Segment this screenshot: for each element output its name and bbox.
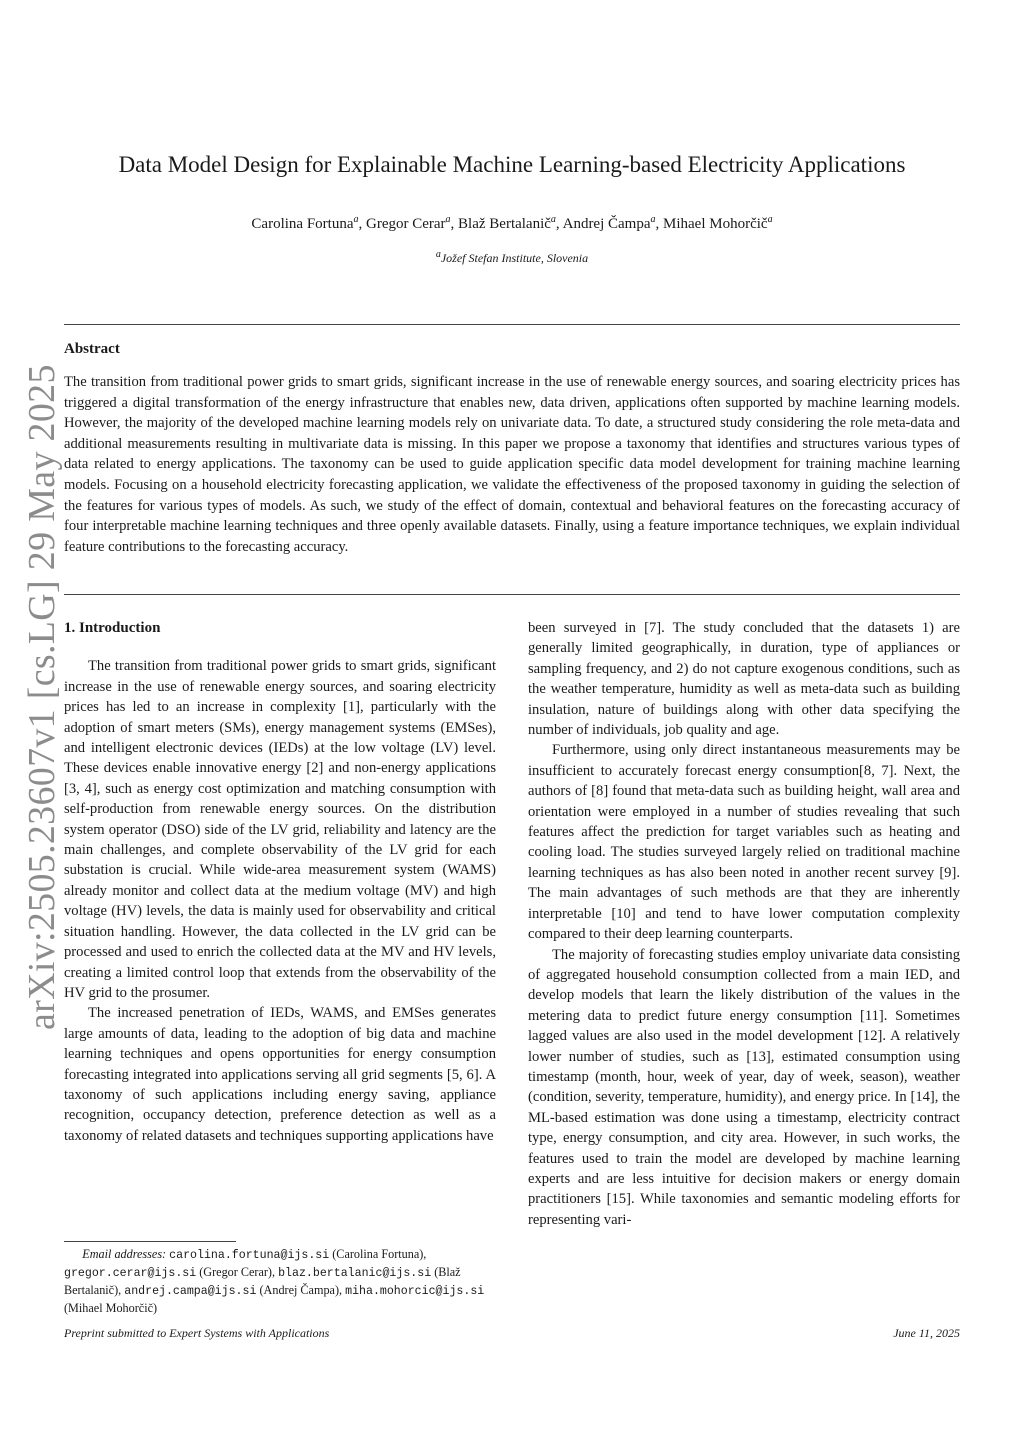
author-name: Blaž Bertalanič xyxy=(458,216,551,232)
email-link[interactable]: miha.mohorcic@ijs.si xyxy=(345,1285,485,1298)
abstract-heading: Abstract xyxy=(64,341,120,357)
email-owner: (Blaž Bertalanič), xyxy=(64,1265,461,1297)
author-affil-mark: a xyxy=(550,214,556,225)
author-affil-mark: a xyxy=(445,214,451,225)
footnote-divider xyxy=(64,1241,236,1242)
abstract-bottom-divider xyxy=(64,594,960,595)
author-list: Carolina Fortuna$^a$, Gregor Cerar$^a$, Blaž Bertalanič$^a$, Andrej Čampa$^a$, Mihael Mohorčič$^a$ xyxy=(251,214,773,232)
author-affil-mark: a xyxy=(650,214,656,225)
author-name: Carolina Fortuna xyxy=(251,216,354,232)
email-link[interactable]: carolina.fortuna@ijs.si xyxy=(169,1249,330,1262)
intro-paragraph: The majority of forecasting studies employ univariate data consisting of aggregated household consumption collected from a main IED, and develop models that learn the likely distribution of the values in the metering data to predict future energy consumption [11]. Sometimes lagged values are also used in the model development [12]. A relatively lower number of studies, such as [13], estimated consumption using timestamp (month, hour, week of year, day of week, season), weather (condition, severity, temperature, humidity), and energy price. In [14], the ML-based estimation was done using a timestamp, electricity contract type, energy consumption, and city area. However, in such works, the features used to train the model are developed by machine learning experts and are less intuitive for decision makers or energy domain practitioners [15]. While taxonomies and semantic modeling efforts for representing vari- xyxy=(528,946,960,1228)
author-affil-mark: a xyxy=(353,214,359,225)
footnote-label: Email addresses: xyxy=(82,1247,167,1261)
paper-title: Data Model Design for Explainable Machine Learning-based Electricity Applications xyxy=(118,152,906,177)
email-owner: (Andrej Čampa), xyxy=(259,1283,343,1297)
affiliation-text: Jožef Stefan Institute, Slovenia xyxy=(440,251,589,265)
email-link[interactable]: andrej.campa@ijs.si xyxy=(124,1285,257,1298)
email-link[interactable]: blaz.bertalanic@ijs.si xyxy=(278,1267,432,1280)
arxiv-identifier: arXiv:2505.23607v1 [cs.LG] 29 May 2025 xyxy=(21,364,63,1030)
footer-date: June 11, 2025 xyxy=(893,1326,960,1340)
intro-paragraph: The transition from traditional power grids to smart grids, significant increase in the use of renewable energy sources, and soaring electricity prices has led to an increase in complexity [1], particularly with the adoption of smart meters (SMs), energy management systems (EMSes), and intelligent electronic devices (IEDs) at the low voltage (LV) level. These devices enable innovative energy [2] and non-energy applications [3, 4], such as energy cost optimization and matching consumption with self-production from renewable energy sources. On the distribution system operator (DSO) side of the LV grid, reliability and latency are the main challenges, and complete observability of the LV grid for each substation is crucial. While wide-area measurement system (WAMS) already monitor and collect data at the medium voltage (MV) and high voltage (HV) levels, the data is mainly used for observability and critical situation handling. However, the data collected in the LV grid can be processed and used to enrich the collected data at the MV and HV levels, creating a limited control loop that extends from the observability of the HV grid to the prosumer. xyxy=(64,658,496,1001)
author-name: Mihael Mohorčič xyxy=(663,216,768,232)
section-heading-introduction: 1. Introduction xyxy=(64,620,161,636)
abstract-text: The transition from traditional power grids to smart grids, significant increase in the use of renewable energy sources, and soaring electricity prices has triggered a digital transformation of the energy infrastructure that enables new, data driven, applications often supported by machine learning models. However, the majority of the developed machine learning models rely on univariate data. To date, a structured study considering the role meta-data and additional measurements resulting in multivariate data is missing. In this paper we propose a taxonomy that identifies and structures various types of data related to energy applications. The taxonomy can be used to guide application specific data model development for training machine learning models. Focusing on a household electricity forecasting application, we validate the effectiveness of the proposed taxonomy in guiding the selection of the features for various types of models. As such, we study of the effect of domain, contextual and behavioral features on the forecasting accuracy of four interpretable machine learning techniques and three openly available datasets. Finally, using a feature importance techniques, we explain individual feature contributions to the forecasting accuracy. xyxy=(64,374,960,555)
author-affil-mark: a xyxy=(767,214,773,225)
top-divider xyxy=(64,324,960,325)
author-name: Andrej Čampa xyxy=(562,216,651,232)
email-owner: (Gregor Cerar), xyxy=(199,1265,276,1279)
intro-paragraph: been surveyed in [7]. The study concluded that the datasets 1) are generally limited geographically, in duration, type of appliances or sampling frequency, and 2) do not capture exogenous conditions, such as the weather temperature, humidity as well as meta-data such as building insulation, nature of buildings along with other data specifying the number of individuals, job quality and age. xyxy=(528,620,960,739)
email-owner: (Carolina Fortuna), xyxy=(332,1247,427,1261)
footnote-emails xyxy=(64,1246,496,1317)
footer-preprint-note: Preprint submitted to Expert Systems with Applications xyxy=(64,1326,330,1340)
affiliation xyxy=(0,246,1024,267)
intro-paragraph: The increased penetration of IEDs, WAMS, and EMSes generates large amounts of data, leading to the adoption of big data and machine learning techniques and opens opportunities for energy consumption forecasting integrated into applications serving all grid segments [5, 6]. A taxonomy of such applications including energy saving, appliance recognition, occupancy detection, preference detection as well as a taxonomy of related datasets and techniques supporting applications have xyxy=(64,1005,496,1144)
right-column xyxy=(528,618,960,1230)
intro-paragraph: Furthermore, using only direct instantaneous measurements may be insufficient to accurately forecast energy consumption[8, 7]. Next, the authors of [8] found that meta-data such as building height, wall area and orientation were employed in a number of studies revealing that such features affect the prediction for target variables such as heating and cooling load. The studies surveyed largely relied on traditional machine learning techniques as has also been noted in another recent survey [9]. The main advantages of such methods are that they are inherently interpretable [10] and tend to have lower computation complexity compared to their deep learning counterparts. xyxy=(528,742,960,943)
email-owner: (Mihael Mohorčič) xyxy=(64,1301,158,1315)
left-column xyxy=(64,618,496,1146)
author-name: Gregor Cerar xyxy=(366,216,446,232)
email-link[interactable]: gregor.cerar@ijs.si xyxy=(64,1267,197,1280)
affiliation-mark: a xyxy=(435,249,441,260)
